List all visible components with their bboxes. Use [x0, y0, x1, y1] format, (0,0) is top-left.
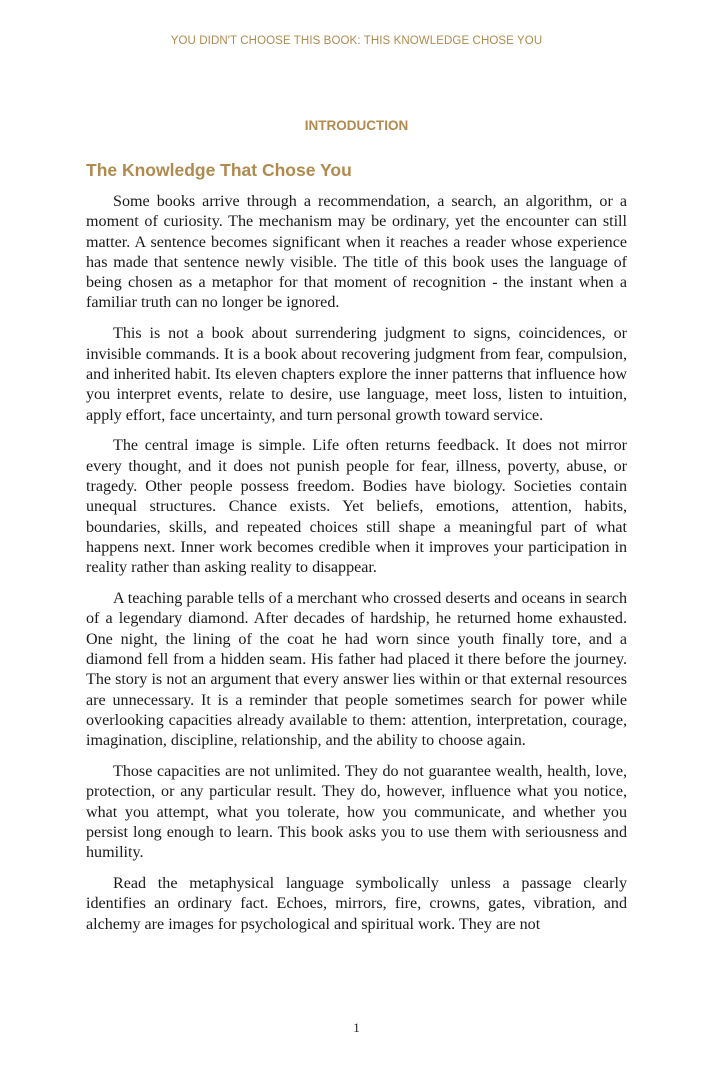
paragraph: This is not a book about surrendering judgment to signs, coincidences, or invisible commands. It is a book about recovering judgment from fear, compulsion, and inherited habit. Its eleven chapters explore the inner patterns that influence how you interpret events, relate to desire, use language, meet loss, listen to intuition, apply effort, face uncertainty, and turn personal growth toward service.	[86, 325, 627, 424]
paragraph: A teaching parable tells of a merchant who crossed deserts and oceans in search of a legendary diamond. After decades of hardship, he returned home exhausted. One night, the lining of the coat he had worn since youth finally tore, and a diamond fell from a hidden seam. His father had placed it there before the journey. The story is not an argument that every answer lies within or that external resources are unnecessary. It is a reminder that people sometimes search for power while overlooking capacities already available to them: attention, interpretation, courage, imagination, discipline, relationship, and the ability to choose again.	[86, 590, 627, 750]
body-text	[86, 192, 627, 946]
running-header: YOU DIDN'T CHOOSE THIS BOOK: THIS KNOWLEDGE CHOSE YOU	[170, 35, 543, 47]
chapter-label: INTRODUCTION	[304, 118, 409, 133]
paragraph: Some books arrive through a recommendation, a search, an algorithm, or a moment of curiosity. The mechanism may be ordinary, yet the encounter can still matter. A sentence becomes significant when it reaches a reader whose experience has made that sentence newly visible. The title of this book uses the language of being chosen as a metaphor for that moment of recognition - the instant when a familiar truth can no longer be ignored.	[86, 193, 627, 312]
section-title: The Knowledge That Chose You	[86, 160, 352, 180]
page-number: 1	[353, 1020, 360, 1035]
paragraph: Those capacities are not unlimited. They do not guarantee wealth, health, love, protection, or any particular result. They do, however, influence what you notice, what you attempt, what you tolerate, how you communicate, and whether you persist long enough to learn. This book asks you to use them with seriousness and humility.	[86, 763, 627, 862]
paragraph: The central image is simple. Life often returns feedback. It does not mirror every thought, and it does not punish people for fear, illness, poverty, abuse, or tragedy. Other people possess freedom. Bodies have biology. Societies contain unequal structures. Chance exists. Yet beliefs, emotions, attention, habits, boundaries, skills, and repeated choices still shape a meaningful part of what happens next. Inner work becomes credible when it improves your participation in reality rather than asking reality to disappear.	[86, 437, 627, 577]
paragraph: Read the metaphysical language symbolically unless a passage clearly identifies an ordinary fact. Echoes, mirrors, fire, crowns, gates, vibration, and alchemy are images for psychological and spiritual work. They are not	[86, 875, 627, 933]
